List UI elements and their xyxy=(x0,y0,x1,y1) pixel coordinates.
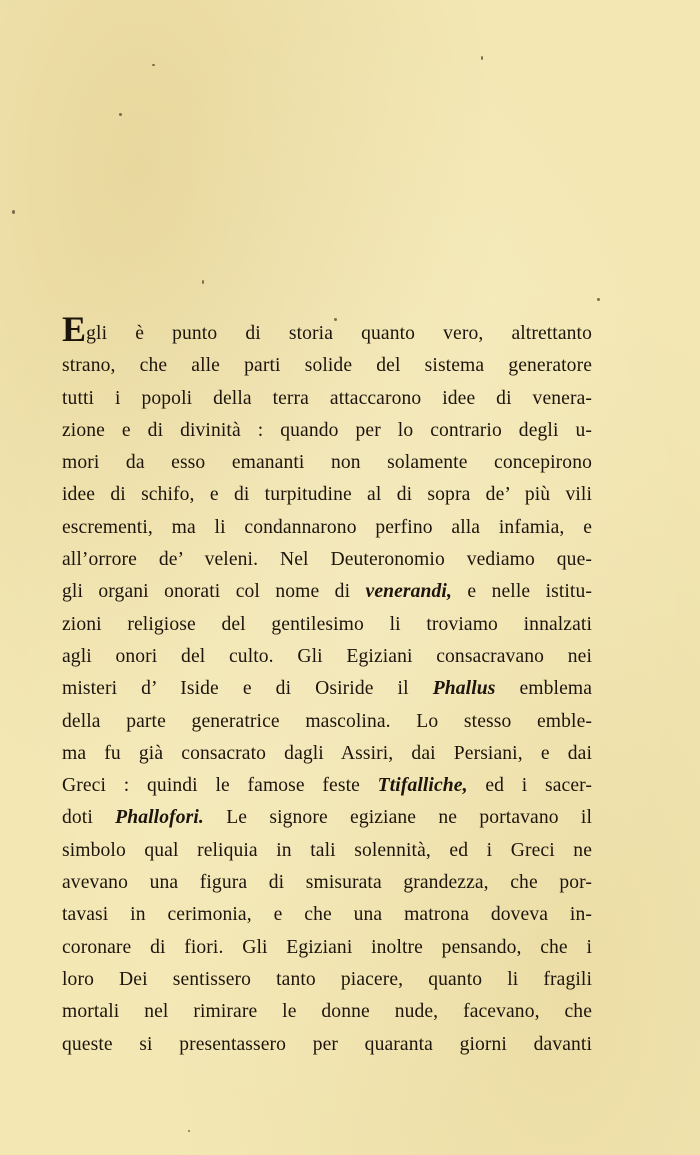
text-segment: zione e di divinità : quando per lo contrario degli u- xyxy=(62,419,592,441)
text-line xyxy=(62,479,592,511)
text-line xyxy=(62,1029,592,1061)
text-line xyxy=(62,544,592,576)
paper-speck xyxy=(481,56,483,60)
text-segment: doti xyxy=(62,807,116,829)
text-line xyxy=(62,673,592,705)
text-segment: Greci : quindi le famose feste xyxy=(62,775,378,797)
italic-term: Ttifalliche, xyxy=(377,775,468,797)
text-line xyxy=(62,706,592,738)
text-line xyxy=(62,609,592,641)
text-line xyxy=(62,641,592,673)
paper-speck xyxy=(188,1130,190,1132)
text-line xyxy=(62,350,592,382)
text-segment: simbolo qual reliquia in tali solennità, ed i Greci ne xyxy=(62,839,592,861)
text-segment: misteri d’ Iside e di Osiride il xyxy=(62,678,433,700)
paper-speck xyxy=(12,210,15,214)
text-segment: ed i sacer- xyxy=(467,775,592,797)
text-line xyxy=(62,867,592,899)
text-line xyxy=(62,738,592,770)
text-line xyxy=(62,835,592,867)
italic-term: Phallofori. xyxy=(115,807,204,829)
text-segment: gli organi onorati col nome di xyxy=(62,581,366,603)
paper-speck xyxy=(597,298,600,301)
text-line xyxy=(62,576,592,608)
text-segment: all’orrore de’ veleni. Nel Deuteronomio vediamo que- xyxy=(62,549,592,571)
text-line xyxy=(62,447,592,479)
text-line xyxy=(62,899,592,931)
text-line xyxy=(62,512,592,544)
body-text xyxy=(62,309,593,1061)
italic-term: Phallus xyxy=(432,678,496,700)
paper-speck xyxy=(202,280,204,284)
drop-cap: E xyxy=(62,309,87,349)
paper-speck xyxy=(119,113,122,116)
paper-speck xyxy=(152,64,155,66)
text-segment: zioni religiose del gentilesimo li troviamo innalzati xyxy=(62,613,592,635)
text-line xyxy=(62,964,592,996)
text-segment: Egli è punto di storia quanto vero, altrettanto xyxy=(62,309,592,349)
text-line xyxy=(62,996,592,1028)
text-segment: loro Dei sentissero tanto piacere, quanto li fragili xyxy=(62,968,592,990)
text-segment: idee di schifo, e di turpitudine al di sopra de’ più vili xyxy=(62,484,592,506)
text-line xyxy=(62,770,592,802)
text-line xyxy=(62,415,592,447)
text-segment: tavasi in cerimonia, e che una matrona doveva in- xyxy=(62,904,592,926)
text-segment: tutti i popoli della terra attaccarono idee di venera- xyxy=(62,387,592,409)
text-line xyxy=(62,932,592,964)
text-segment: mortali nel rimirare le donne nude, facevano, che xyxy=(62,1001,592,1023)
italic-term: venerandi, xyxy=(365,581,452,603)
text-segment: escrementi, ma li condannarono perfino alla infamia, e xyxy=(62,516,592,538)
text-line xyxy=(62,383,592,415)
text-segment: queste si presentassero per quaranta giorni davanti xyxy=(62,1033,592,1055)
text-segment: avevano una figura di smisurata grandezza, che por- xyxy=(62,872,592,894)
text-segment: Le signore egiziane ne portavano il xyxy=(203,807,592,829)
text-segment: agli onori del culto. Gli Egiziani consacravano nei xyxy=(62,645,592,667)
text-segment: e nelle istitu- xyxy=(451,581,592,603)
text-segment: emblema xyxy=(495,678,593,700)
text-segment: strano, che alle parti solide del sistema generatore xyxy=(62,355,592,377)
text-segment: ma fu già consacrato dagli Assiri, dai Persiani, e dai xyxy=(62,742,592,764)
text-segment: coronare di fiori. Gli Egiziani inoltre pensando, che i xyxy=(62,936,592,958)
text-segment: mori da esso emananti non solamente concepirono xyxy=(62,452,592,474)
text-segment: della parte generatrice mascolina. Lo stesso emble- xyxy=(62,710,592,732)
text-line xyxy=(62,309,592,350)
text-line xyxy=(62,802,592,834)
